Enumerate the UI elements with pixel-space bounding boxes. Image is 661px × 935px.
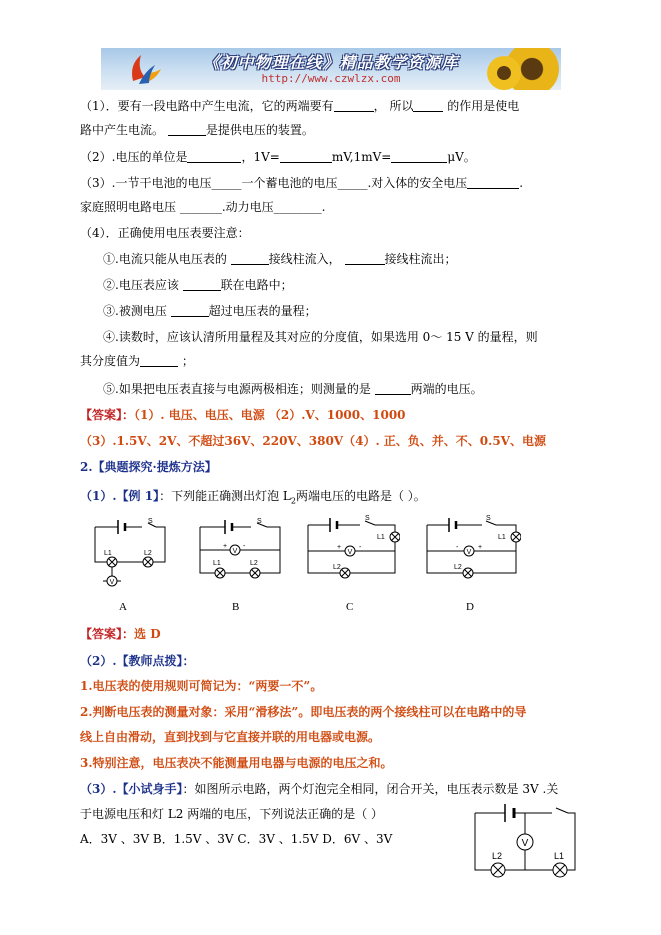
blank [391, 150, 447, 163]
plus-label: + [223, 543, 228, 550]
tips-head: （2）.【教师点拨】： [80, 654, 195, 668]
q1-text-a: （1）．要有一段电路中产生电流，它的两端要有 [80, 99, 334, 113]
section-title: 2.【典题探究·提炼方法】 [80, 460, 217, 474]
l2-label: L2 [454, 564, 462, 571]
l1-label: L1 [377, 534, 385, 541]
option-a-label: A [119, 601, 127, 613]
q2-text-a: （2）.电压的单位是 [80, 150, 188, 164]
q4-i5-text-a: ⑤.如果把电压表直接与电源两极相连；则测量的是 [103, 382, 371, 396]
l2-label: L2 [144, 550, 152, 557]
trial-circuit [470, 798, 580, 880]
q4-item4: ④.读数时，应该认清所用量程及其对应的分度值，如果选用 0～ 15 V 的量程，则 [103, 330, 538, 344]
option-c-label: C [346, 601, 354, 613]
q3-line1 [80, 174, 523, 191]
q4-i1-text-b: 接线柱流入， [268, 252, 341, 266]
blank [334, 99, 374, 112]
tip-1: 1.电压表的使用规则可简记为：“两要一不”。 [80, 679, 323, 693]
blank [345, 252, 385, 265]
q3-text-b: . [519, 176, 524, 190]
answer-text: 选 D [134, 627, 161, 641]
blank [187, 150, 241, 163]
answer-label: 【答案】： [80, 408, 135, 422]
lamp-l1-icon [215, 568, 225, 578]
lamp-l2-icon [143, 557, 153, 567]
q4-i2-text-a: ②.电压表应该 [103, 278, 179, 292]
example-subscript: 2 [290, 496, 296, 506]
svg-text:V: V [347, 549, 353, 556]
q4-item4-cont [80, 352, 194, 369]
q4-item5 [103, 380, 483, 397]
q1-text-b: ， 所以 [373, 99, 414, 113]
switch-label: S [257, 518, 262, 525]
trial-label: （3）.【小试身手】 [80, 782, 183, 796]
q4-head: （4）．正确使用电压表要注意： [80, 226, 250, 240]
q3-line2: 家庭照明电路电压 _______.动力电压________. [80, 200, 326, 214]
circuit-a [90, 515, 170, 590]
lamp-l1-icon [107, 557, 117, 567]
l1-label: L1 [213, 560, 221, 567]
example-text-2: 两端电压的电路是（ ）。 [295, 489, 426, 503]
q2-line [80, 148, 476, 165]
banner-url: http://www.czwlzx.com [261, 72, 401, 85]
q4-i2-text-b: 联在电路中； [220, 278, 293, 292]
banner-title: 《初中物理在线》精品教学资源库 [203, 53, 459, 72]
blank [375, 382, 411, 395]
tip-2a: 2.判断电压表的测量对象：采用“滑移法”。即电压表的两个接线柱可以在电路中的导 [80, 705, 527, 719]
l1-label: L1 [104, 550, 112, 557]
svg-text:V: V [232, 548, 238, 555]
voltmeter-icon [230, 545, 240, 555]
example-text: ：下列能正确测出灯泡 L [159, 489, 291, 503]
answer3-line [80, 625, 161, 642]
tip-3: 3.特别注意，电压表决不能测量用电器与电源的电压之和。 [80, 756, 393, 770]
lamp-l1-icon [511, 532, 521, 542]
trial-line1 [80, 780, 558, 797]
q1-text-d: 路中产生电流。 [80, 123, 165, 137]
circuit-c [305, 515, 400, 585]
minus-label: - [359, 544, 362, 551]
q4-i4-text-c: ； [181, 354, 194, 368]
svg-text:V: V [521, 838, 529, 849]
circuit-d [424, 515, 521, 585]
q1-line2 [80, 121, 314, 138]
blank [140, 354, 178, 367]
trial-text-a: ：如图所示电路，两个灯泡完全相同，闭合开关，电压表示数是 3V .关 [182, 782, 559, 796]
q1-text-e: 是提供电压的装置。 [205, 123, 314, 137]
example1-line [80, 487, 426, 505]
q4-i3-text-a: ③.被测电压 [103, 304, 167, 318]
answer-text-2: （3）.1.5V、2V、不超过36V、220V、380V（4）. 正、负、并、不、0.5V、电源 [80, 434, 546, 448]
l2-label: L2 [492, 851, 503, 861]
l2-label: L2 [250, 560, 258, 567]
circuit-b [195, 515, 285, 585]
trial-options: A．3V 、3V B．1.5V 、3V C．3V 、1.5V D．6V 、3V [80, 832, 393, 846]
q4-i4-text-b: 其分度值为 [80, 354, 141, 368]
voltmeter-icon [345, 546, 355, 556]
q4-item3 [103, 302, 317, 319]
q4-i1-text-c: 接线柱流出； [384, 252, 457, 266]
svg-text:V: V [466, 549, 472, 556]
q4-item2 [103, 276, 293, 293]
lamp-l2-icon [340, 568, 350, 578]
q4-i3-text-b: 超过电压表的量程； [208, 304, 317, 318]
q2-text-d: μV。 [447, 150, 476, 164]
example-label: （1）.【例 1】 [80, 489, 160, 503]
svg-text:V: V [109, 579, 115, 586]
blank [183, 278, 221, 291]
switch-label: S [365, 515, 370, 522]
q3-text-a: （3）.一节干电池的电压_____一个蓄电池的电压_____.对入体的安全电压 [80, 176, 468, 190]
blank [280, 150, 332, 163]
blank [467, 176, 519, 189]
l1-label: L1 [498, 534, 506, 541]
plus-label: + [478, 544, 483, 551]
answer-label: 【答案】： [80, 627, 135, 641]
lamp-l2-icon [463, 568, 473, 578]
lamp-l1-icon [390, 532, 400, 542]
switch-label: S [148, 518, 153, 525]
plus-label: + [337, 544, 342, 551]
option-b-label: B [232, 601, 240, 613]
blank [413, 99, 443, 112]
q4-i1-text-a: ①.电流只能从电压表的 [103, 252, 227, 266]
answer-line1 [80, 406, 406, 423]
lamp-l1-icon [553, 863, 567, 877]
header-banner [101, 48, 561, 90]
l2-label: L2 [333, 564, 341, 571]
switch-label: S [486, 515, 491, 522]
trial-line2: 于电源电压和灯 L2 两端的电压，下列说法正确的是（ ） [80, 807, 384, 821]
answer-line2 [80, 432, 546, 449]
lamp-l2-icon [250, 568, 260, 578]
blank [168, 123, 206, 136]
minus-label: - [243, 543, 246, 550]
q4-item1 [103, 250, 457, 267]
answer-text: （1）. 电压、电压、电源 （2）.V、1000、1000 [134, 408, 406, 422]
lamp-l2-icon [491, 863, 505, 877]
q1-line1 [80, 97, 519, 114]
q1-text-c: 的作用是使电 [443, 99, 520, 113]
q4-i5-text-b: 两端的电压。 [410, 382, 483, 396]
voltmeter-icon [107, 576, 117, 586]
minus-label: - [456, 544, 459, 551]
q2-text-c: mV,1mV= [331, 150, 392, 164]
blank [231, 252, 269, 265]
option-d-label: D [466, 601, 474, 613]
voltmeter-icon [464, 546, 474, 556]
voltmeter-icon [517, 834, 533, 850]
tip-2b: 线上自由滑动，直到找到与它直接并联的用电器或电源。 [80, 730, 381, 744]
blank [171, 304, 209, 317]
q2-text-b: ，1V= [241, 150, 280, 164]
l1-label: L1 [554, 851, 565, 861]
